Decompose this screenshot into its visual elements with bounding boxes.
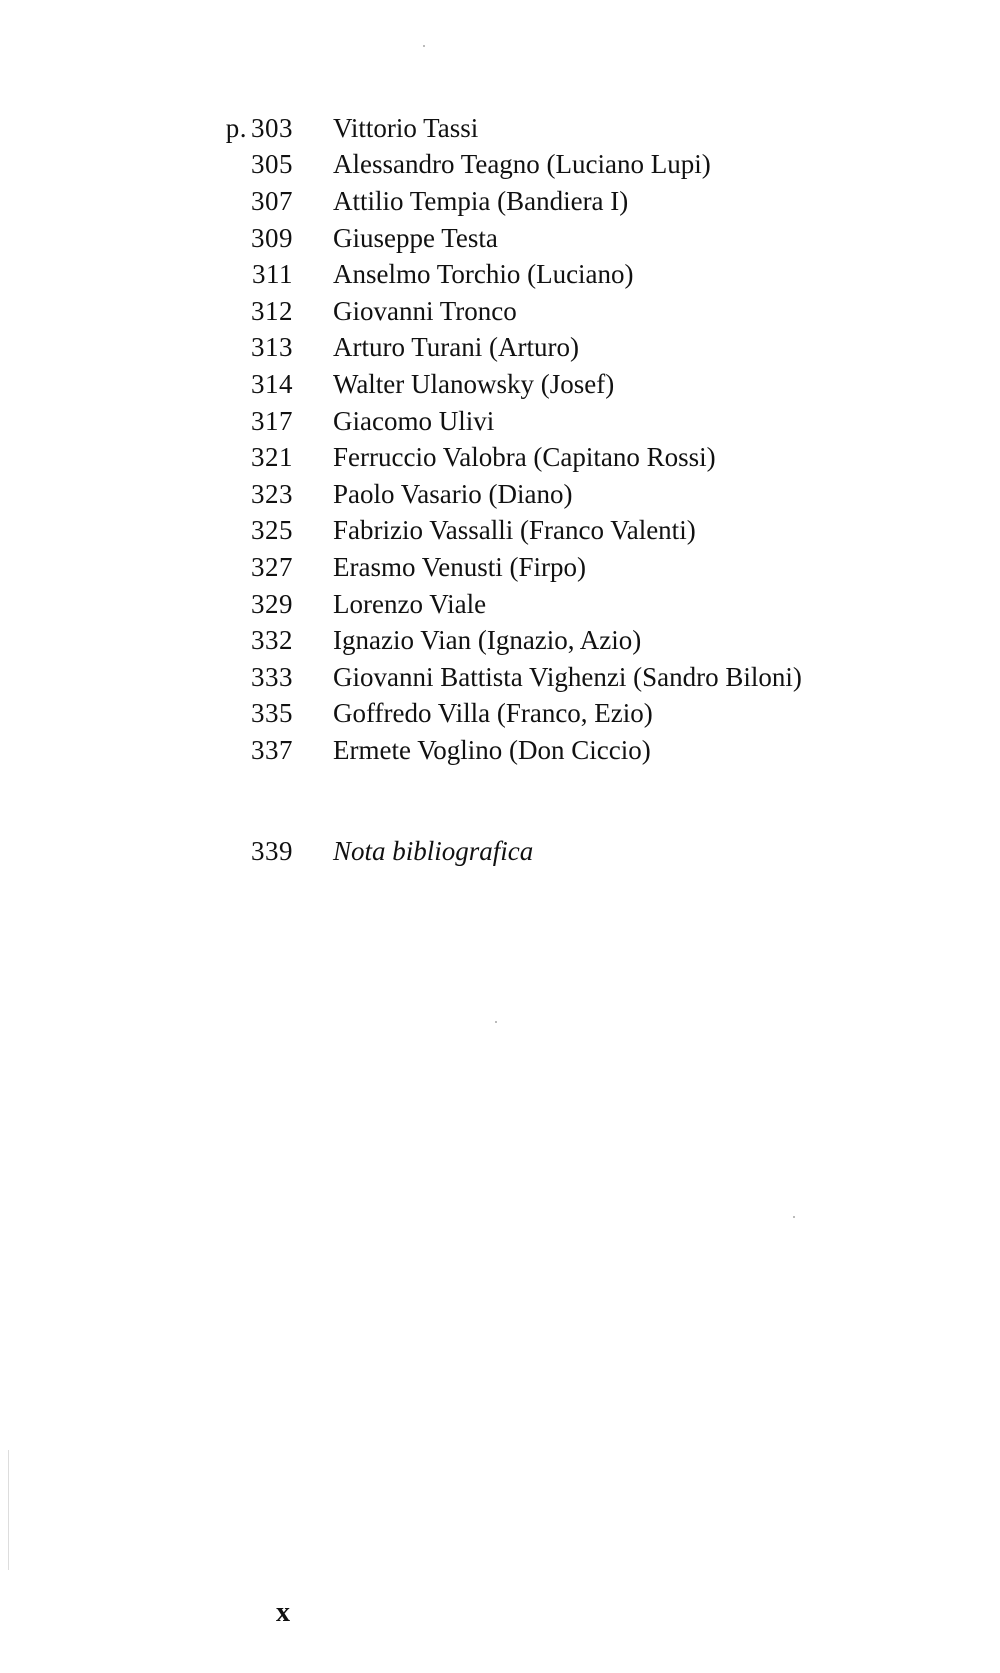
page-number: 309 <box>251 222 293 253</box>
toc-entry <box>200 586 900 623</box>
page-number: 311 <box>252 259 293 290</box>
page-prefix: p. <box>225 112 247 143</box>
entry-title: Attilio Tempia (Bandiera I) <box>333 185 629 216</box>
entry-title: Ignazio Vian (Ignazio, Azio) <box>333 625 642 656</box>
page-number: 314 <box>251 368 293 399</box>
entry-title: Ferruccio Valobra (Capitano Rossi) <box>333 442 716 473</box>
page-number: 333 <box>251 661 293 692</box>
toc-entry <box>200 183 900 220</box>
entry-title: Arturo Turani (Arturo) <box>333 332 579 363</box>
page-number: 335 <box>251 698 293 729</box>
entry-title: Goffredo Villa (Franco, Ezio) <box>333 698 653 729</box>
scan-speck <box>423 45 425 47</box>
toc-note-entry <box>200 838 533 865</box>
scan-speck <box>495 1021 497 1023</box>
toc-entry <box>200 110 900 147</box>
page-number: 325 <box>251 515 293 546</box>
note-title: Nota bibliografica <box>333 836 534 866</box>
page-number: 321 <box>251 442 293 473</box>
entry-title: Giacomo Ulivi <box>333 405 495 436</box>
entry-title: Vittorio Tassi <box>333 112 479 143</box>
entry-title: Anselmo Torchio (Luciano) <box>333 259 634 290</box>
toc-entry <box>200 330 900 367</box>
page-number: 337 <box>251 734 293 765</box>
toc-entry <box>200 732 900 769</box>
entry-title: Giovanni Battista Vighenzi (Sandro Biloni) <box>333 661 802 692</box>
page-number: 305 <box>251 149 293 180</box>
page-number: 307 <box>251 185 293 216</box>
scan-speck <box>8 1450 9 1570</box>
toc-entry <box>200 513 900 550</box>
page-number: 329 <box>251 588 293 619</box>
toc-entry <box>200 220 900 257</box>
entry-title: Paolo Vasario (Diano) <box>333 478 573 509</box>
page-number: 323 <box>251 478 293 509</box>
toc-entry <box>200 256 900 293</box>
entry-title: Giuseppe Testa <box>333 222 498 253</box>
entry-title: Giovanni Tronco <box>333 295 517 326</box>
entry-title: Ermete Voglino (Don Ciccio) <box>333 734 651 765</box>
page-number: p. 303 <box>225 112 293 143</box>
toc-entry <box>200 293 900 330</box>
toc-entry <box>200 439 900 476</box>
toc-entry <box>200 366 900 403</box>
entry-title: Lorenzo Viale <box>333 588 487 619</box>
page-number: 313 <box>251 332 293 363</box>
page-number: 332 <box>251 625 293 656</box>
page-folio: x <box>276 1597 290 1628</box>
entry-title: Alessandro Teagno (Luciano Lupi) <box>333 149 711 180</box>
page-number: 327 <box>251 551 293 582</box>
entry-title: Erasmo Venusti (Firpo) <box>333 551 586 582</box>
toc-entry <box>200 659 900 696</box>
entry-title: Fabrizio Vassalli (Franco Valenti) <box>333 515 696 546</box>
entry-title: Walter Ulanowsky (Josef) <box>333 368 615 399</box>
page-number: 339 <box>251 836 293 866</box>
toc-entry <box>200 622 900 659</box>
table-of-contents <box>200 110 900 769</box>
toc-entry <box>200 403 900 440</box>
page-number: 317 <box>251 405 293 436</box>
toc-entry <box>200 696 900 733</box>
page-number: 312 <box>251 295 293 326</box>
toc-entry <box>200 147 900 184</box>
toc-entry <box>200 476 900 513</box>
scan-speck <box>793 1216 795 1218</box>
toc-entry <box>200 549 900 586</box>
